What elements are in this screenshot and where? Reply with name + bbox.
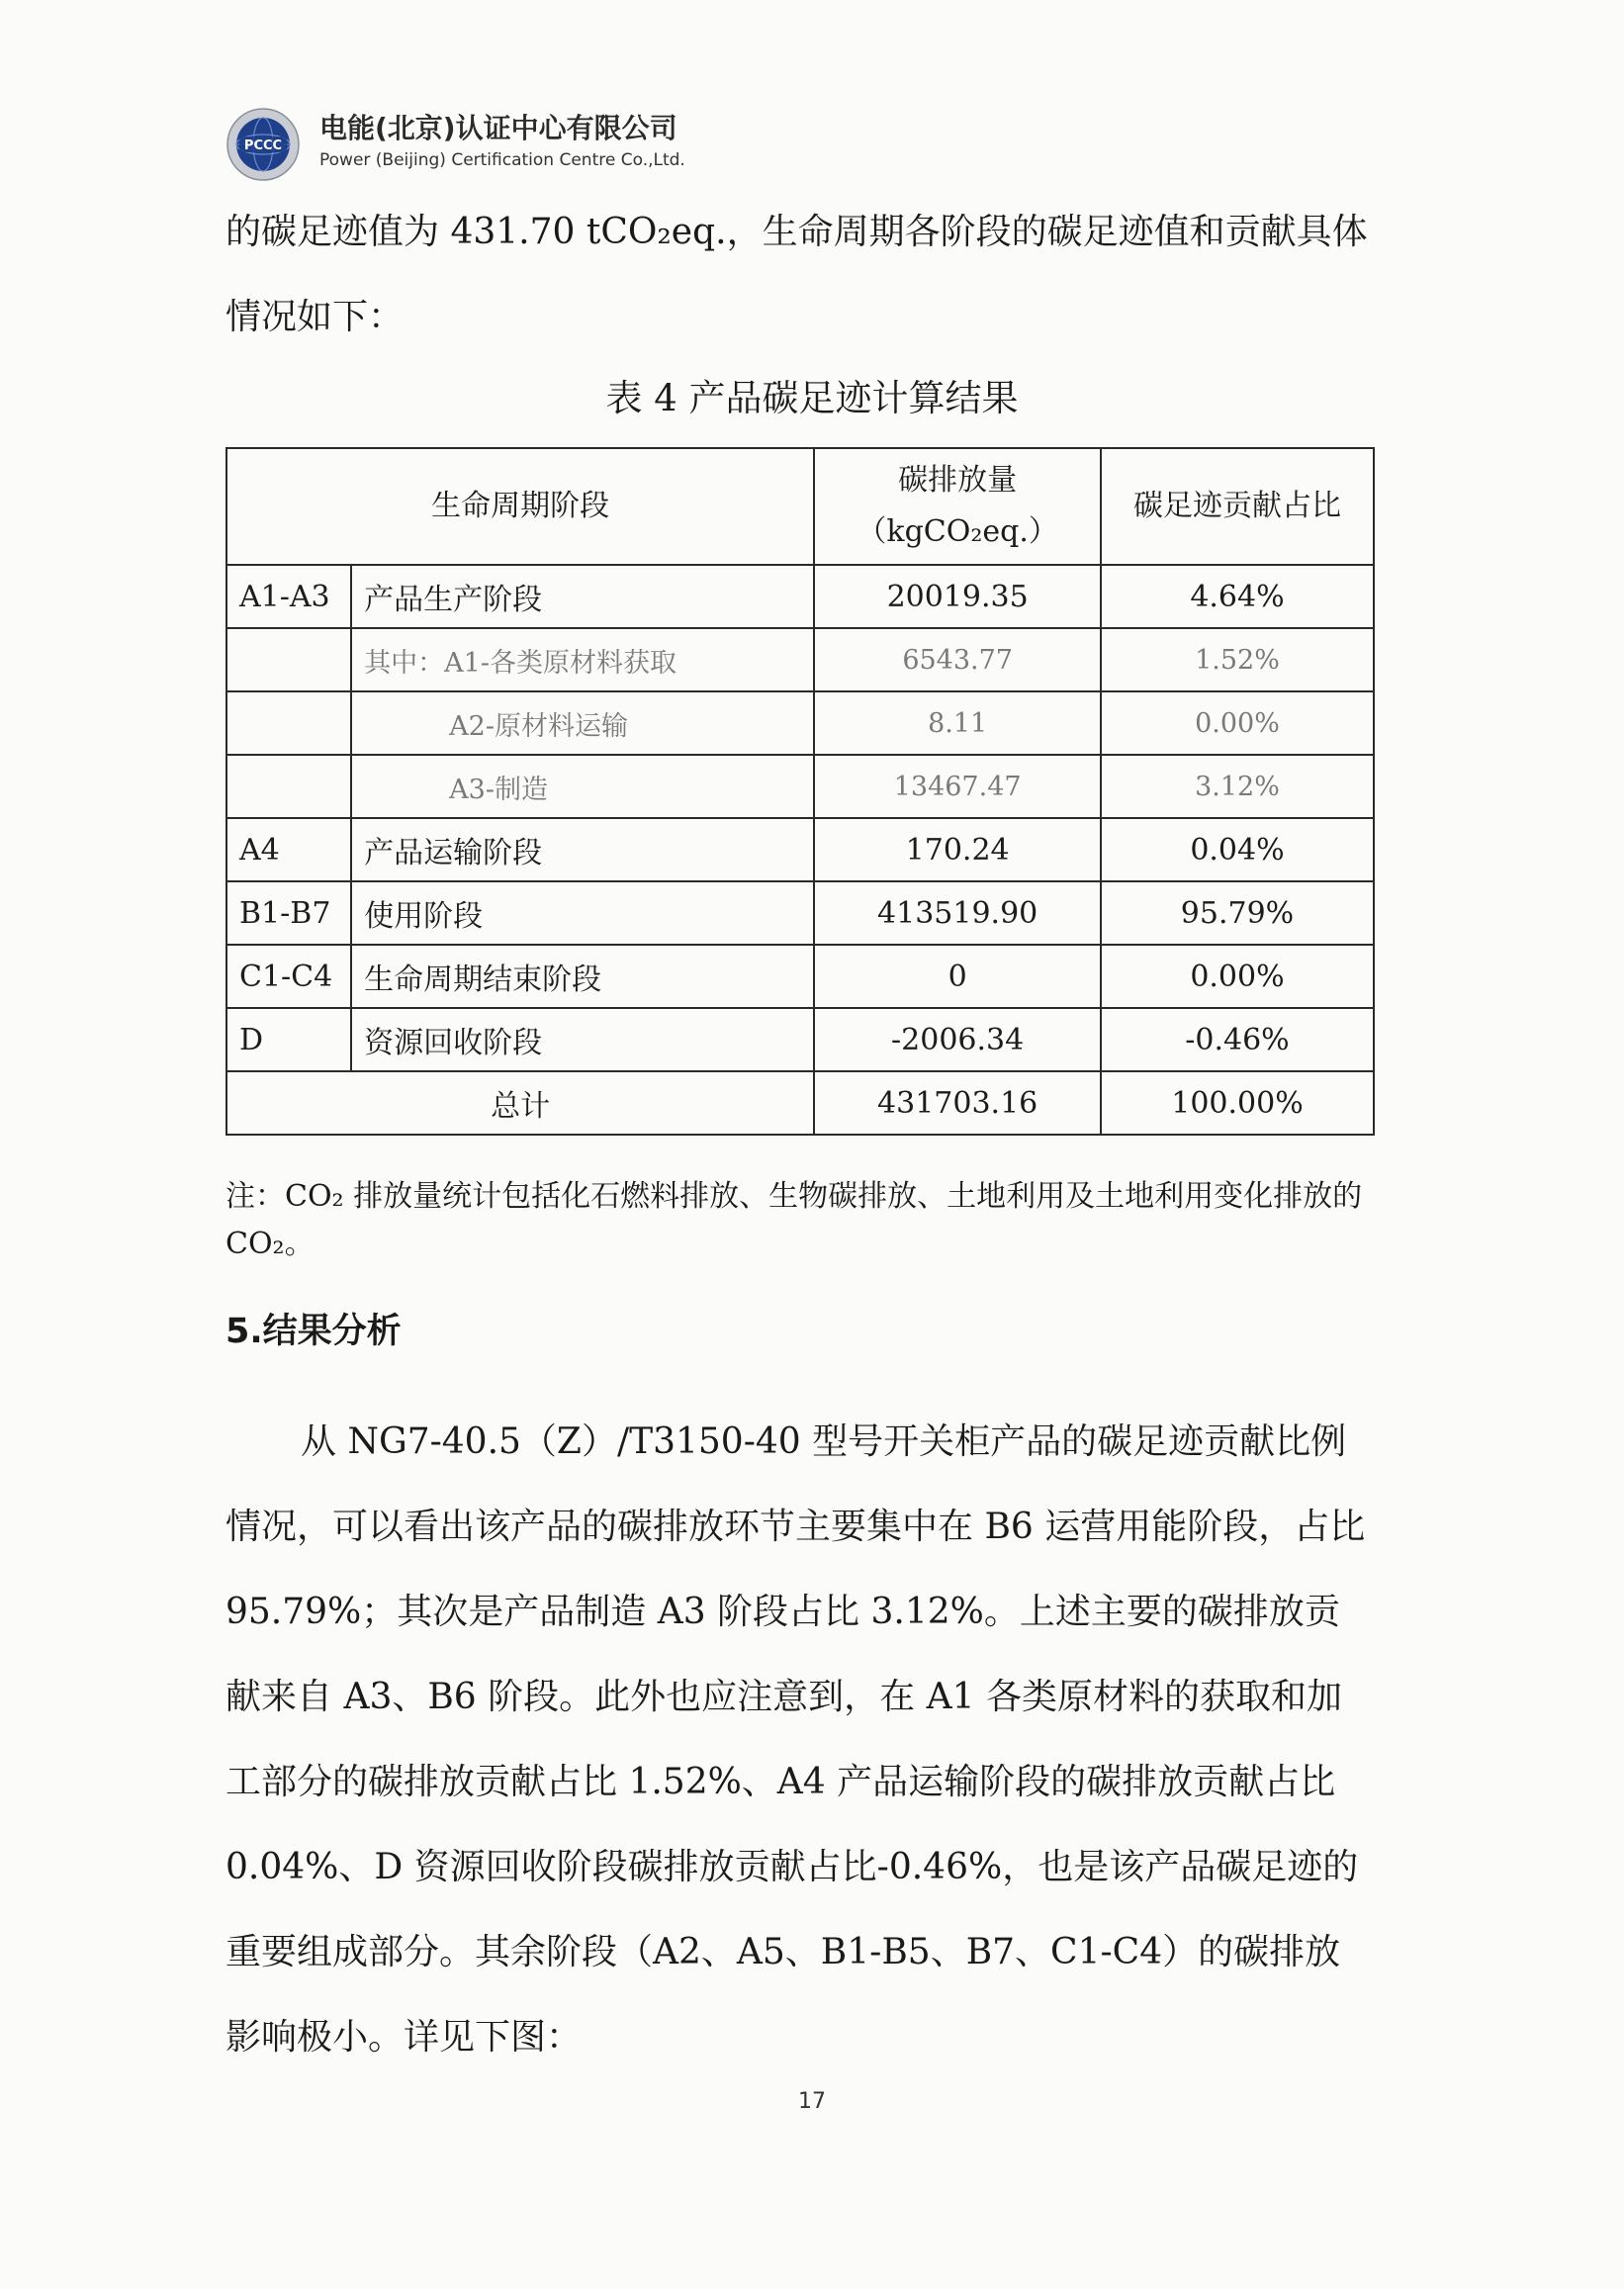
stage-code: A1-A3 [226, 565, 351, 628]
header-emission-unit: （kgCO₂eq.） [857, 514, 1058, 549]
stage-name: 其中：A1-各类原材料获取 [351, 628, 814, 691]
company-name-cn: 电能(北京)认证中心有限公司 [319, 112, 677, 144]
table-row [226, 565, 1374, 628]
share-value: 3.12% [1101, 755, 1374, 818]
intro-paragraph: 的碳足迹值为 431.70 tCO₂eq.，生命周期各阶段的碳足迹值和贡献具体情况如下： [226, 212, 1368, 337]
company-name-en: Power (Beijing) Certification Centre Co.,Ltd. [319, 150, 685, 170]
stage-code: C1-C4 [226, 945, 351, 1008]
header-share: 碳足迹贡献占比 [1101, 448, 1374, 565]
stage-name: 生命周期结束阶段 [351, 945, 814, 1008]
emission-value: 20019.35 [814, 565, 1101, 628]
emission-value: 0 [814, 945, 1101, 1008]
stage-name: 产品运输阶段 [351, 818, 814, 881]
stage-name: 资源回收阶段 [351, 1008, 814, 1071]
stage-code: D [226, 1008, 351, 1071]
stage-name: 产品生产阶段 [351, 565, 814, 628]
section-heading: 5.结果分析 [226, 1312, 402, 1351]
share-value: -0.46% [1101, 1008, 1374, 1071]
table-row [226, 945, 1374, 1008]
stage-code [226, 755, 351, 818]
emission-value: 413519.90 [814, 881, 1101, 945]
stage-code: A4 [226, 818, 351, 881]
table-title: 表 4 产品碳足迹计算结果 [605, 377, 1019, 419]
emission-value: -2006.34 [814, 1008, 1101, 1071]
total-share: 100.00% [1101, 1071, 1374, 1135]
table-header-row [226, 448, 1374, 565]
stage-name: A3-制造 [351, 755, 814, 818]
emission-value: 170.24 [814, 818, 1101, 881]
table-row [226, 818, 1374, 881]
carbon-footprint-table [226, 447, 1375, 1136]
analysis-paragraph: 从 NG7-40.5（Z）/T3150-40 型号开关柜产品的碳足迹贡献比例情况，可以看出该产品的碳排放环节主要集中在 B6 运营用能阶段，占比 95.79%；其次是产品制造 A3 阶段占比 3.12%。上述主要的碳排放贡献来自 A3、B6 阶段。此外也应注意到，在 A1 各类原材料的获取和加工部分的碳排放贡献占比 1.52%、A4 产品运输阶段的碳排放贡献占比 0.04%、D 资源回收阶段碳排放贡献占比-0.46%，也是该产品碳足迹的重要组成部分。其余阶段（A2、A5、B1-B5、B7、C1-C4）的碳排放影响极小。详见下图： [226, 1421, 1366, 2058]
header-stage: 生命周期阶段 [226, 448, 814, 565]
emission-value: 13467.47 [814, 755, 1101, 818]
table-row [226, 1008, 1374, 1071]
share-value: 0.04% [1101, 818, 1374, 881]
emission-value: 8.11 [814, 691, 1101, 755]
stage-name: A2-原材料运输 [351, 691, 814, 755]
share-value: 4.64% [1101, 565, 1374, 628]
share-value: 0.00% [1101, 691, 1374, 755]
page-number: 17 [798, 2089, 826, 2114]
table-row [226, 691, 1374, 755]
table-row [226, 755, 1374, 818]
stage-name: 使用阶段 [351, 881, 814, 945]
header-emission-title: 碳排放量 [898, 463, 1018, 498]
table-row [226, 628, 1374, 691]
header-emission [814, 448, 1101, 565]
company-logo [226, 107, 301, 182]
stage-code [226, 691, 351, 755]
stage-code [226, 628, 351, 691]
table-row [226, 881, 1374, 945]
share-value: 95.79% [1101, 881, 1374, 945]
share-value: 1.52% [1101, 628, 1374, 691]
table-total-row [226, 1071, 1374, 1135]
stage-code: B1-B7 [226, 881, 351, 945]
logo-text: PCCC [243, 138, 283, 153]
emission-value: 6543.77 [814, 628, 1101, 691]
total-emission: 431703.16 [814, 1071, 1101, 1135]
table-note: 注：CO₂ 排放量统计包括化石燃料排放、生物碳排放、土地利用及土地利用变化排放的 CO₂。 [226, 1179, 1363, 1261]
share-value: 0.00% [1101, 945, 1374, 1008]
total-label: 总计 [226, 1071, 814, 1135]
